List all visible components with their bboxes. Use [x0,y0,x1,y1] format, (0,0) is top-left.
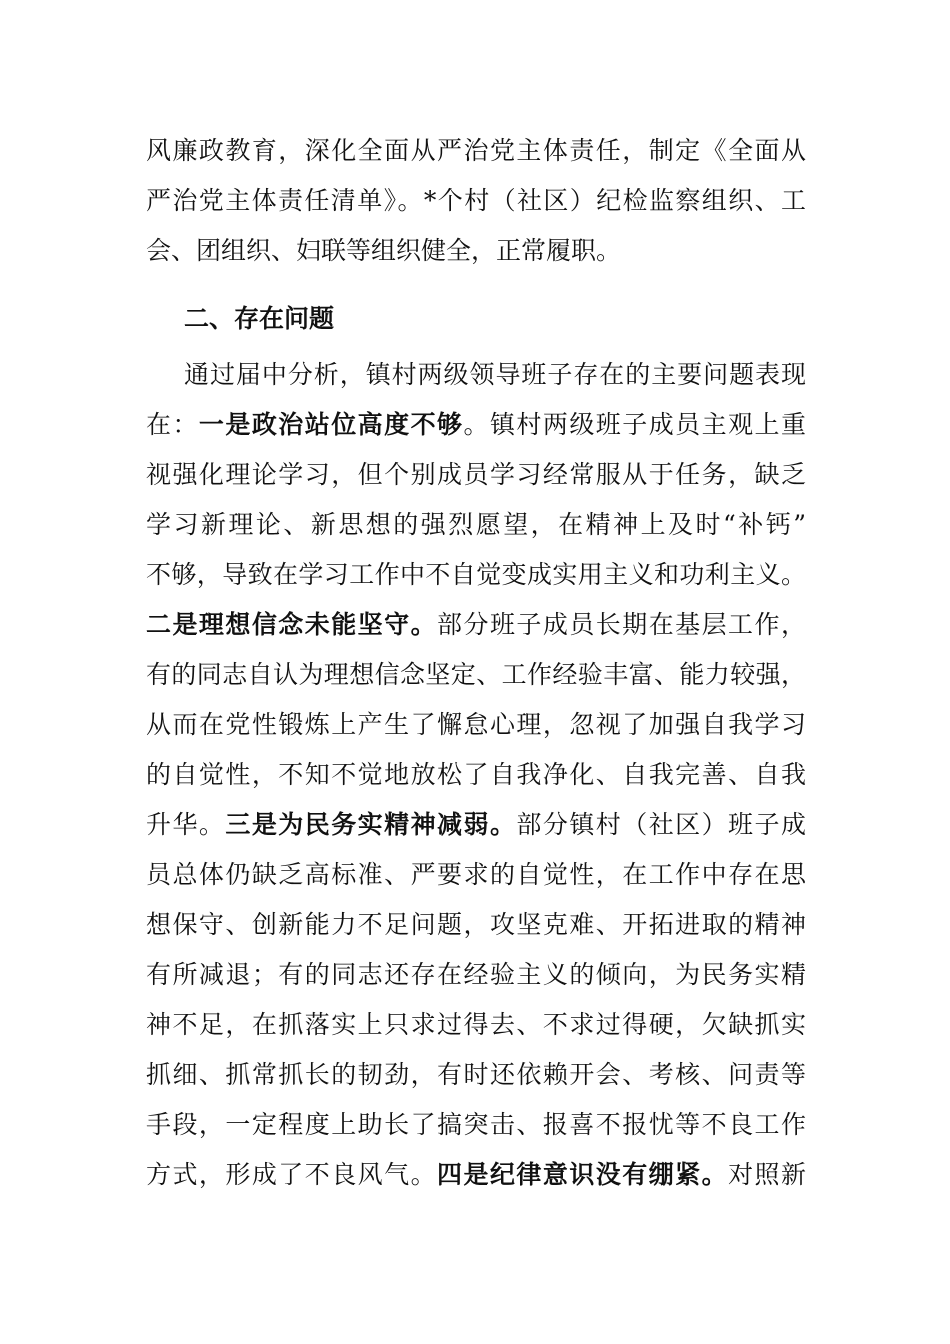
text-run: 对照新 [728,1160,806,1189]
bold-point-3: 三是为民务实精神减弱。 [225,810,517,839]
bold-point-2: 二是理想信念未能坚守。 [146,610,438,639]
text-line: 想保守、创新能力不足问题，攻坚克难、开拓进取的精神 [146,910,806,939]
document-body [146,126,806,1200]
text-run: 方式，形成了不良风气。 [146,1160,438,1189]
section-heading: 二、存在问题 [184,304,335,333]
text-line: 视强化理论学习，但个别成员学习经常服从于任务，缺乏 [146,460,806,489]
text-run: 。镇村两级班子成员主观上重 [463,410,806,439]
intro-paragraph [146,126,806,276]
text-line [146,600,806,650]
bold-point-1: 一是政治站位高度不够 [198,410,464,439]
text-line: 通过届中分析，镇村两级领导班子存在的主要问题表现 [184,360,806,389]
spacer [146,276,806,288]
text-line: 神不足，在抓落实上只求过得去、不求过得硬，欠缺抓实 [146,1010,806,1039]
text-line: 的自觉性，不知不觉地放松了自我净化、自我完善、自我 [146,760,806,789]
text-line: 严治党主体责任清单》。*个村（社区）纪检监察组织、工 [146,186,806,215]
text-run: 升华。 [146,810,226,839]
text-line: 风廉政教育，深化全面从严治党主体责任，制定《全面从 [146,136,806,165]
text-line: 不够，导致在学习工作中不自觉变成实用主义和功利主义。 [146,560,806,589]
text-line: 会、团组织、妇联等组织健全，正常履职。 [146,236,622,265]
text-line [146,1150,806,1200]
text-line: 抓细、抓常抓长的韧劲，有时还依赖开会、考核、问责等 [146,1060,806,1089]
text-run: 在： [146,410,199,439]
problems-paragraph [146,350,806,1200]
text-line: 学习新理论、新思想的强烈愿望，在精神上及时“补钙” [146,510,806,539]
bold-point-4: 四是纪律意识没有绷紧。 [437,1160,729,1189]
text-line: 从而在党性锻炼上产生了懈怠心理，忽视了加强自我学习 [146,710,806,739]
text-run: 部分镇村（社区）班子成 [516,810,806,839]
text-line: 员总体仍缺乏高标准、严要求的自觉性，在工作中存在思 [146,860,806,889]
text-line: 有所减退；有的同志还存在经验主义的倾向，为民务实精 [146,960,806,989]
text-line: 有的同志自认为理想信念坚定、工作经验丰富、能力较强， [146,660,806,689]
text-run: 部分班子成员长期在基层工作， [437,610,806,639]
text-line: 手段，一定程度上助长了搞突击、报喜不报忧等不良工作 [146,1110,806,1139]
text-line [146,800,806,850]
text-line [146,400,806,450]
